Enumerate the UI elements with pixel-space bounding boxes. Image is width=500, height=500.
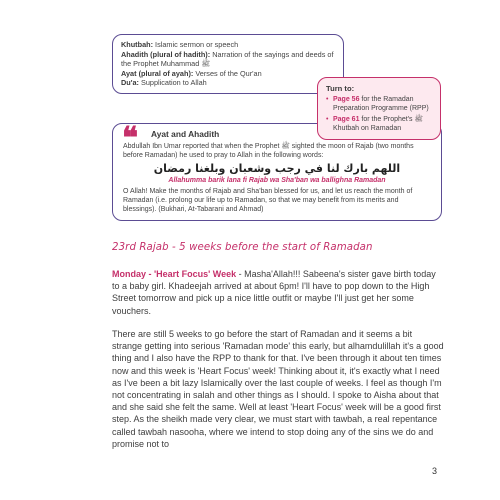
paragraph-text: - Masha'Allah!!! Sabeena's sister gave birth today to a baby girl. Khadeejah arrived at about 6pm! I'll have to pop down to the High Street tomorrow and pick up a nice little outfit or maybe I'll just get her some vouchers.: [112, 269, 436, 316]
turn-to-box: [317, 77, 441, 140]
page-reference: Page 56: [333, 96, 360, 103]
glossary-khutbah: [121, 40, 335, 50]
glossary-term: Khutbah:: [121, 40, 154, 49]
glossary-term: Ahadith (plural of hadith):: [121, 49, 211, 59]
dua-transliteration: Allahumma barik lana fi Rajab wa Sha'ban wa ballighna Ramadan: [168, 176, 386, 184]
glossary-term: Du'a:: [121, 78, 139, 88]
glossary-ayat: [121, 69, 335, 79]
ayat-title: Ayat and Ahadith: [151, 129, 220, 139]
glossary-term: Ayat (plural of ayah):: [121, 68, 194, 78]
glossary-definition: Supplication to Allah: [138, 78, 207, 88]
turn-to-title: Turn to:: [326, 84, 355, 93]
open-quote-icon: ❝: [122, 121, 139, 156]
page-reference: Page 61: [333, 116, 360, 123]
section-heading: 23rd Rajab - 5 weeks before the start of Ramadan: [112, 242, 373, 253]
dua-meaning: O Allah! Make the months of Rajab and Sha'ban blessed for us, and let us reach the month of Ramadan (i.e. prolong our life up to Ramadan, so that we may benefit from its merits and blessings). (Bukhari, At-Tabarani and Ahmad): [123, 187, 413, 214]
glossary-definition: Verses of the Qur'an: [193, 68, 262, 78]
paragraph-body: There are still 5 weeks to go before the start of Ramadan and it seems a bit strange getting into serious 'Ramadan mode' this early, but alhamdulillah it's a good thing and I also have the RPP to thank for that. I've been through it about ten times now and this week is 'Heart Focus' week! Thinking about it, it's exactly what I need as I've been a bit lazy Islamically over the last couple of weeks. I feel as though I'm not concentrating in salah and other things as I should. I spoke to Aisha about that and she said she felt the same. Well at least 'Heart Focus' week will be a good first step. As the sheikh made very clear, we must start with tawbah, a real repentance called tawbah nasooha, where we intend to stop doing any of the sins we do and promise not to: [112, 329, 444, 449]
page-number: 3: [432, 466, 438, 476]
glossary-definition: Islamic sermon or speech: [153, 40, 239, 49]
glossary-dua: [121, 78, 335, 88]
arabic-dua: اللهم بارك لنا في رجب وشعبان وبلغنا رمضان: [153, 161, 401, 175]
paragraph-lead: Monday - 'Heart Focus' Week: [112, 269, 237, 279]
glossary-definition: Narration of the sayings and deeds of the Prophet Muhammad ﷺ: [121, 49, 334, 69]
hadith-intro: Abdullah Ibn Umar reported that when the Prophet ﷺ sighted the moon of Rajab (two months before Ramadan) he used to pray to Allah in the following words:: [123, 143, 414, 160]
document-page: [60, 0, 452, 500]
turn-to-item: [326, 115, 432, 133]
glossary-ahadith: [121, 50, 335, 69]
turn-to-item: [326, 95, 432, 113]
paragraph-monday: [112, 268, 444, 317]
glossary-box: [112, 34, 344, 94]
turn-to-text: for the Prophet's ﷺ Khutbah on Ramadan: [333, 116, 423, 132]
turn-to-text: for the Ramadan Preparation Programme (RPP): [333, 96, 429, 112]
